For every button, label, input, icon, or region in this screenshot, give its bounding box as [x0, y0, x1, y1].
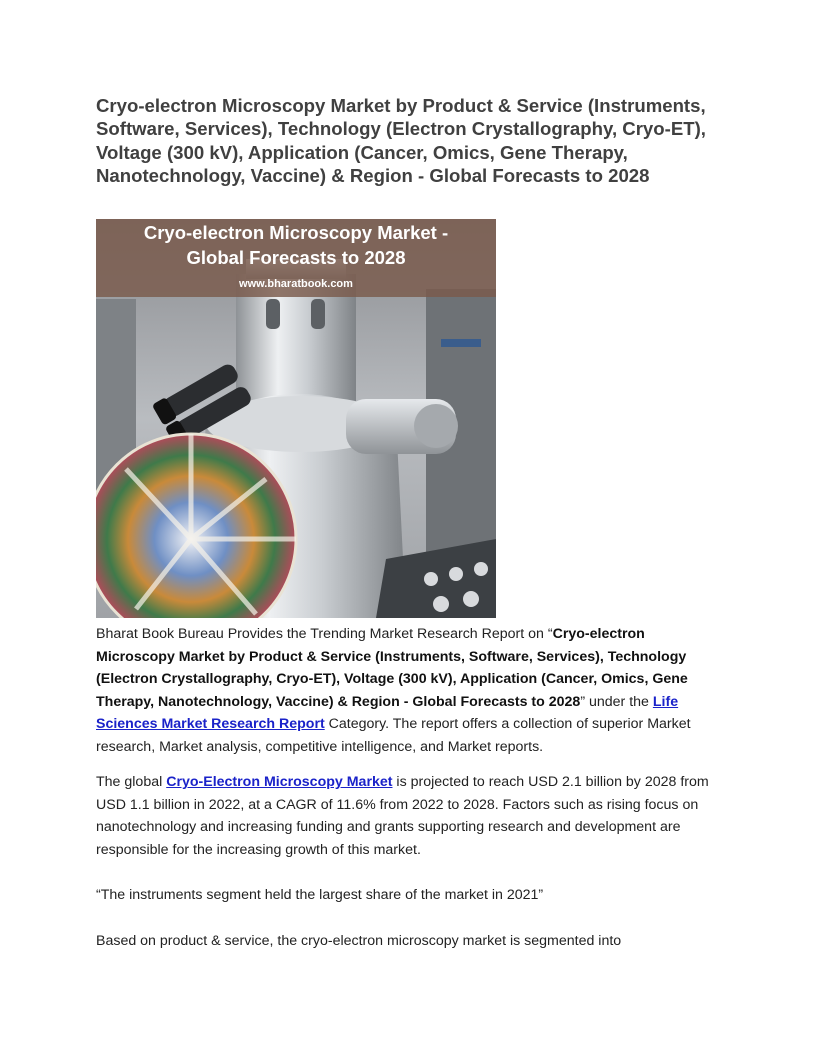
banner-website: www.bharatbook.com — [239, 278, 353, 290]
page-title: Cryo-electron Microscopy Market by Product & Service (Instruments, Software, Services), Technology (Electron Crystallography, Cryo-ET), Voltage (300 kV), Application (Cancer, Omics, Gene Therapy, Nanotechnology, Vaccine) & Region - Global Forecasts to 2028 — [96, 95, 706, 186]
intro-mid-text: ” under the — [580, 693, 653, 710]
microscope-illustration — [96, 219, 496, 618]
intro-outro-text: Category. The report offers a collection of superior Market research, Market analysis, competitive intelligence, and Market reports. — [96, 716, 691, 755]
market-overview-paragraph — [96, 771, 726, 861]
cryo-em-market-link[interactable]: Cryo-Electron Microscopy Market — [166, 774, 393, 790]
life-sciences-category-link[interactable]: Life Sciences Market Research Report — [96, 693, 679, 733]
overview-intro: The global — [96, 774, 167, 790]
report-cover-image — [96, 219, 496, 618]
intro-text: Bharat Book Bureau Provides the Trending Market Research Report on “ — [96, 626, 553, 642]
segmentation-paragraph: Based on product & service, the cryo-electron microscopy market is segmented into — [96, 933, 622, 949]
overview-body: is projected to reach USD 2.1 billion by 2028 from USD 1.1 billion in 2022, at a CAGR of 11.6% from 2022 to 2028. Factors such as rising focus on nanotechnology and increasing funding and grants supporting research and development are responsible for the increasing growth of this market. — [96, 774, 709, 858]
instruments-quote: “The instruments segment held the largest share of the market in 2021” — [96, 887, 544, 903]
intro-paragraph — [96, 623, 726, 759]
banner-title-line1: Cryo-electron Microscopy Market - — [143, 222, 449, 243]
banner-title-line2: Global Forecasts to 2028 — [186, 247, 406, 268]
report-name: Cryo-electron Microscopy Market by Product & Service (Instruments, Software, Services), Technology (Electron Crystallography, Cryo-ET), Voltage (300 kV), Application (Cancer, Omics, Gene Therapy, Nanotechnology, Vaccine) & Region - Global Forecasts to 2028 — [96, 626, 688, 710]
